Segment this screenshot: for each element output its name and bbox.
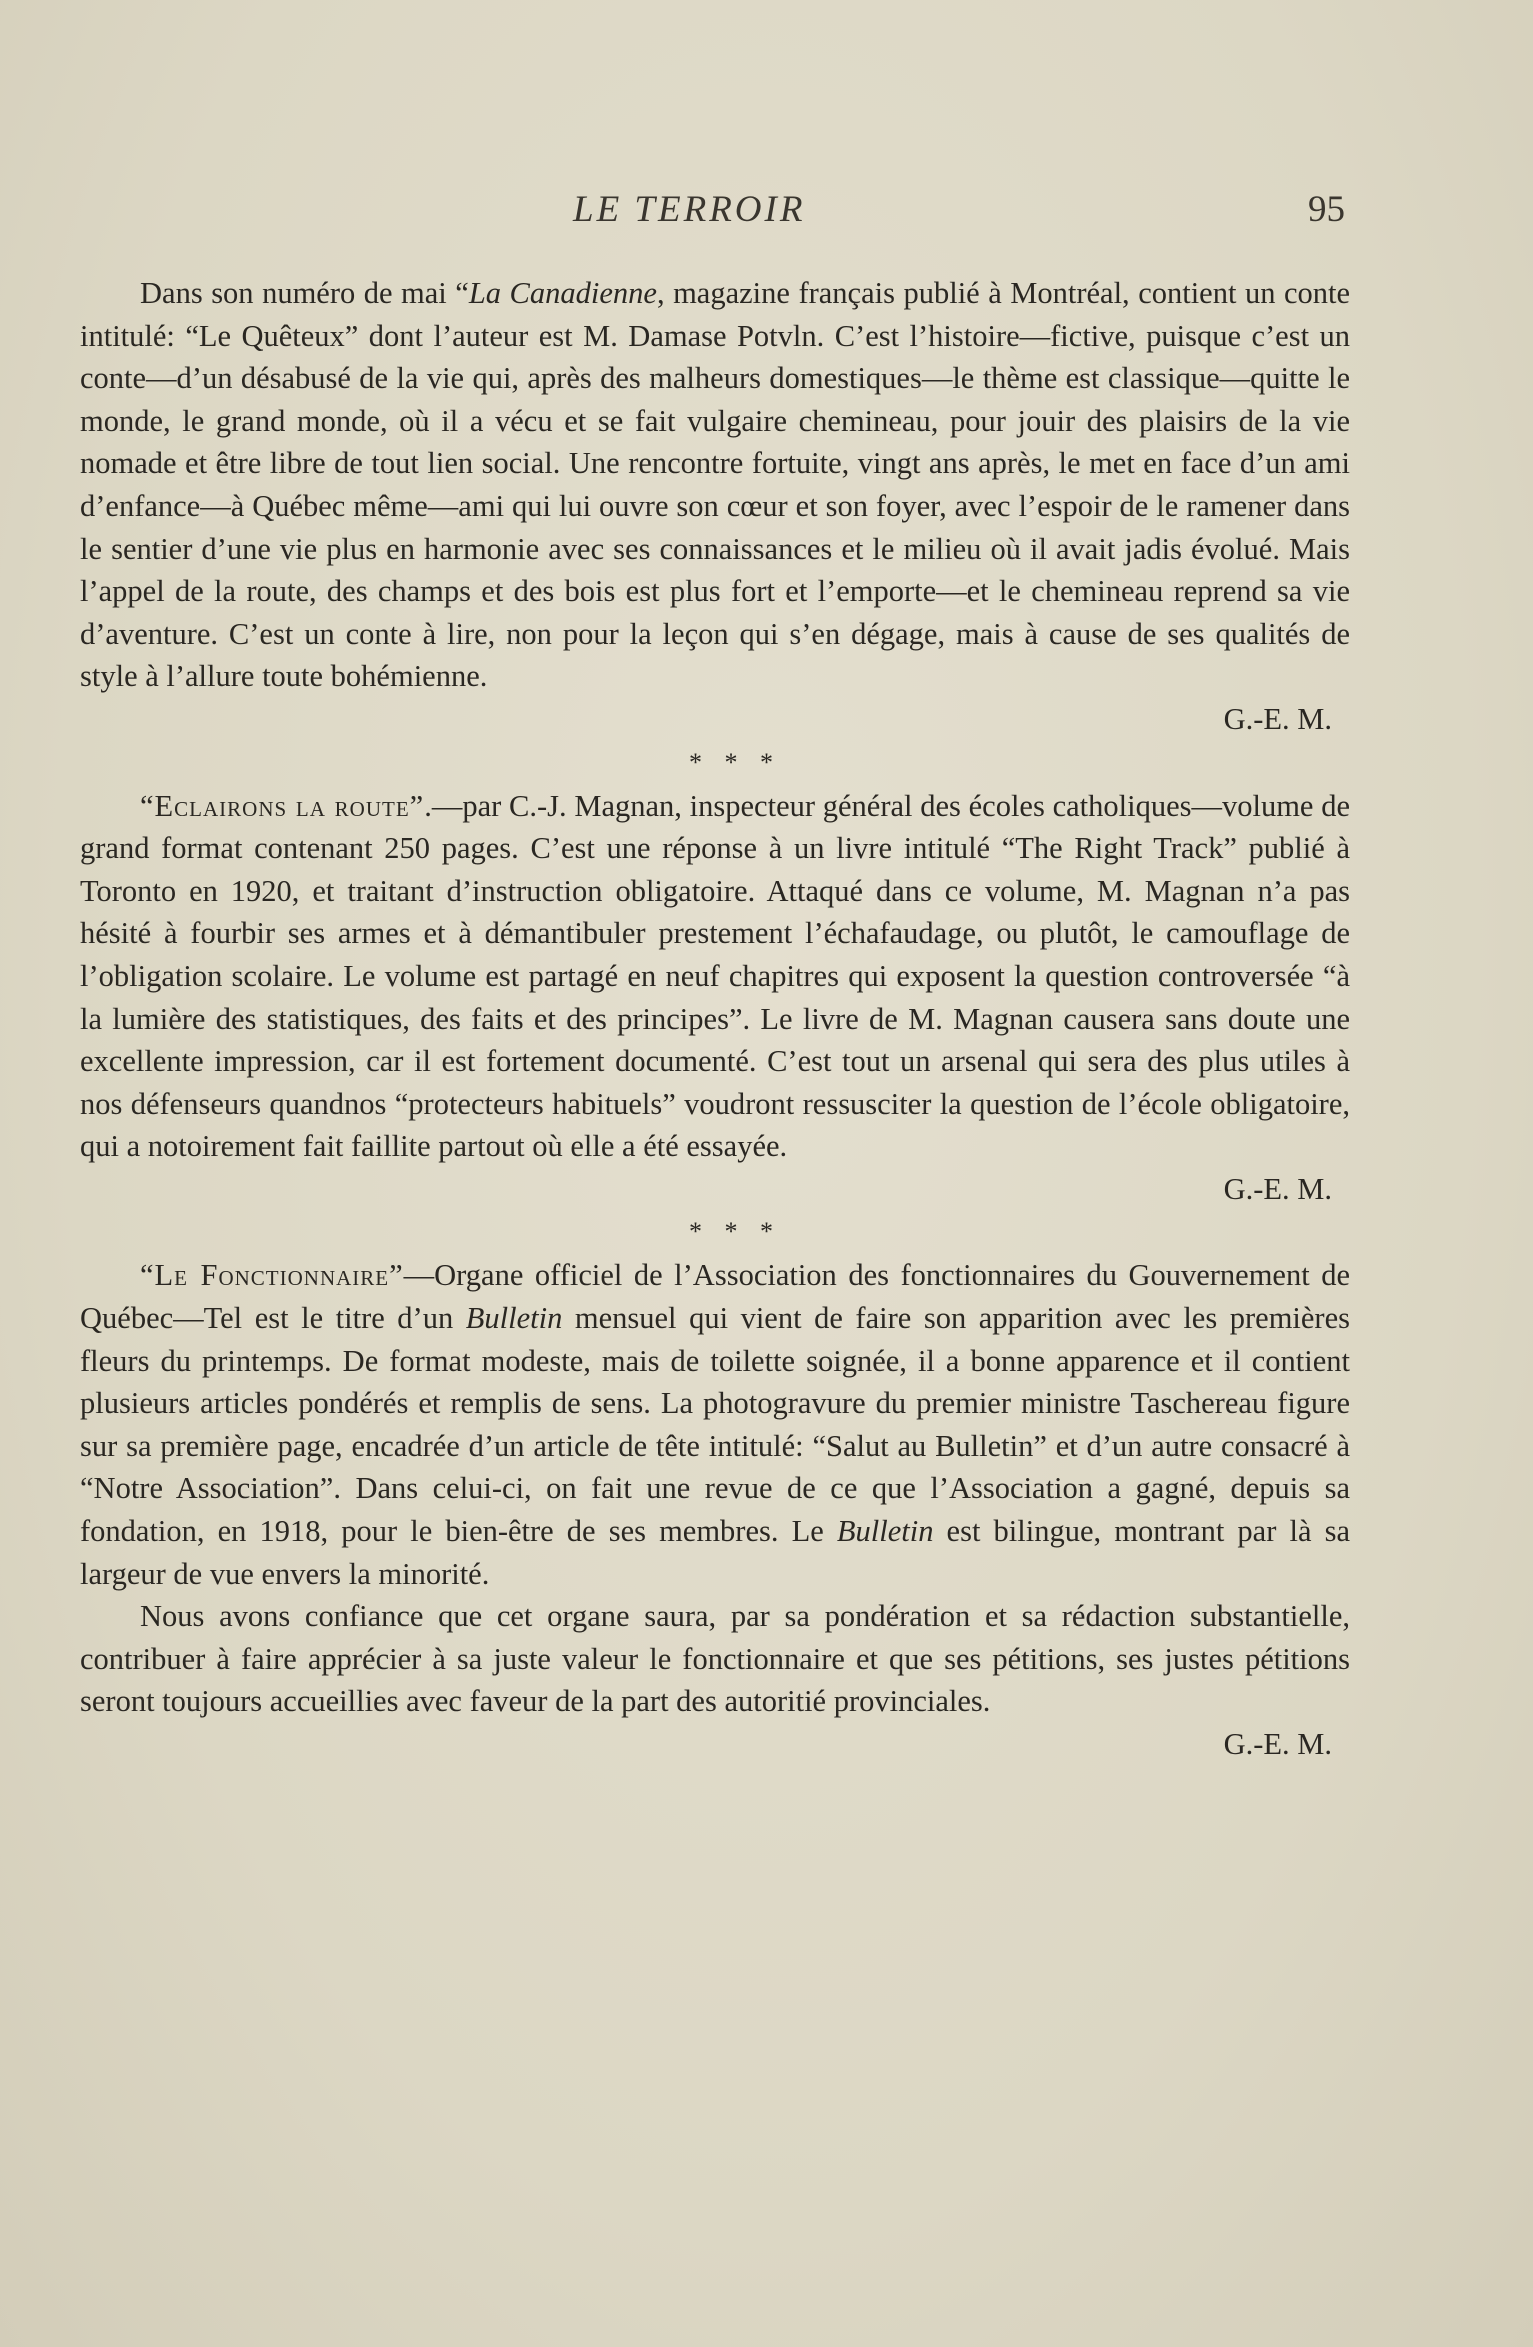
signature: G.-E. M. <box>1223 1727 1332 1761</box>
journal-title: LE TERROIR <box>573 189 806 230</box>
review-la-canadienne <box>80 272 1350 698</box>
section-separator: * * * <box>689 1217 781 1247</box>
review-text-prefix: Dans son numéro de mai “ <box>140 276 469 310</box>
review-text-part: mensuel qui vient de faire son apparition avec les premières fleurs du printemps. De format modeste, mais de toilette soignée, il a bonne apparence et il contient plusieurs articles pondérés et remplis de sens. La photogravure du premier ministre Taschereau figure sur sa première page, encadrée d’un article de tête intitulé: “Salut au Bulletin” et d’un autre consacré à “Notre Association”. Dans celui-ci, on fait une revue de ce que l’Association a gagné, depuis sa fondation, en 1918, pour le bien-être de ses membres. Le <box>80 1301 1350 1549</box>
review-text-body: .—par C.-J. Magnan, inspecteur général des écoles catholiques—volume de grand format contenant 250 pages. C’est une réponse à un livre intitulé “The Right Track” publié à Toronto en 1920, et traitant d’instruction obligatoire. Attaqué dans ce volume, M. Magnan n’a pas hésité à fourbir ses armes et à démantibuler prestement l’échafaudage, ou plutôt, le camouflage de l’obligation scolaire. Le volume est partagé en neuf chapitres qui exposent la question controversée “à la lumière des statistiques, des faits et des principes”. Le livre de M. Magnan causera sans doute une excellente impression, car il est fortement documenté. C’est tout un arsenal qui sera des plus utiles à nos défenseurs quandnos “protecteurs habituels” voudront ressusciter la question de l’école obligatoire, qui a notoirement fait faillite partout où elle a été essayée. <box>80 788 1350 1164</box>
bulletin-name: Bulletin <box>465 1301 563 1336</box>
page-number: 95 <box>1308 189 1345 230</box>
section-separator: * * * <box>689 747 781 777</box>
review-text-body: , magazine français publié à Montréal, contient un conte intitulé: “Le Quêteux” dont l’auteur est M. Damase Potvln. C’est l’histoire—fictive, puisque c’est un conte—d’un désabusé de la vie qui, après des malheurs domestiques—le thème est classique—quitte le monde, le grand monde, où il a vécu et se fait vulgaire chemineau, pour jouir des plaisirs de la vie nomade et être libre de tout lien social. Une rencontre fortuite, vingt ans après, le met en face d’un ami d’enfance—à Québec même—ami qui lui ouvre son cœur et son foyer, avec l’espoir de le ramener dans le sentier d’une vie plus en harmonie avec ses connaissances et le milieu où il avait jadis évolué. Mais l’appel de la route, des champs et des bois est plus fort et l’emporte—et le chemineau reprend sa vie d’aventure. C’est un conte à lire, non pour la leçon qui s’en dégage, mais à cause de ses qualités de style à l’allure toute bohémienne. <box>80 276 1351 694</box>
review-eclairons-la-route <box>80 785 1350 1168</box>
review-text-part: est bilingue, montrant par là sa largeur de vue envers la minorité. <box>80 1514 1350 1591</box>
review-paragraph: Nous avons confiance que cet organe saura, par sa pondération et sa rédaction substantielle, contribuer à faire apprécier à sa juste valeur le fonctionnaire et que ses pétitions, ses justes pétitions seront toujours accueillies avec faveur de la part des autoritié provinciales. <box>80 1599 1350 1719</box>
review-le-fonctionnaire <box>80 1254 1350 1595</box>
book-title: “Eclairons la route” <box>140 788 425 823</box>
article-body <box>80 272 1350 1766</box>
signature: G.-E. M. <box>1223 1171 1332 1206</box>
review-text-part: —Organe officiel de l’Association des fonctionnaires du Gouvernement de Québec—Tel est le titre d’un <box>80 1258 1350 1336</box>
bulletin-name: Bulletin <box>836 1514 934 1549</box>
bulletin-title: “Le Fonctionnaire” <box>140 1258 404 1293</box>
magazine-title: La Canadienne <box>468 276 657 310</box>
running-head <box>0 188 1533 238</box>
signature: G.-E. M. <box>1223 701 1332 736</box>
